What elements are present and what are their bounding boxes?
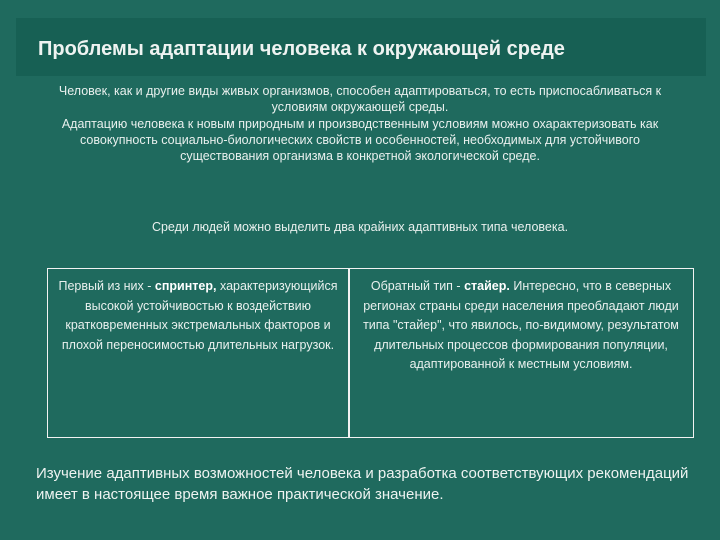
table-divider	[348, 269, 350, 437]
slide-title: Проблемы адаптации человека к окружающей среде	[38, 38, 565, 60]
stayer-term: стайер.	[464, 279, 510, 293]
stayer-description: Интересно, что в северных регионах страны среди населения преобладают люди типа "стайер", что явилось, по-видимому, результатом длительных процессов формирования популяции, адаптированной к местным условиям.	[363, 279, 679, 372]
conclusion-text: Изучение адаптивных возможностей человека и разработка соответствующих рекомендаций имеет в настоящее время важное практической значение.	[36, 465, 689, 503]
paragraph-adaptive-types: Среди людей можно выделить два крайних адаптивных типа человека.	[151, 220, 569, 234]
paragraph-adaptation-intro: Человек, как и другие виды живых организмов, способен адаптироваться, то есть приспосабливаться к условиям окружающей среды.	[58, 84, 662, 114]
sprinter-term: спринтер,	[154, 279, 217, 293]
adaptive-types-table	[47, 268, 694, 438]
sprinter-description: характеризующийся высокой устойчивостью к воздействию кратковременных экстремальных факторов и плохой переносимостью длительных нагрузок.	[61, 279, 338, 352]
stayer-intro: Обратный тип -	[370, 279, 465, 293]
table-cell-stayer	[354, 277, 688, 375]
paragraph-adaptation-definition: Адаптацию человека к новым природным и производственным условиям можно охарактеризовать как совокупность социально-биологических свойств и особенностей, необходимых для устойчивого существования организма в конкретной экологической среде.	[61, 117, 659, 163]
sprinter-intro: Первый из них -	[58, 279, 155, 293]
table-cell-sprinter	[56, 277, 340, 355]
